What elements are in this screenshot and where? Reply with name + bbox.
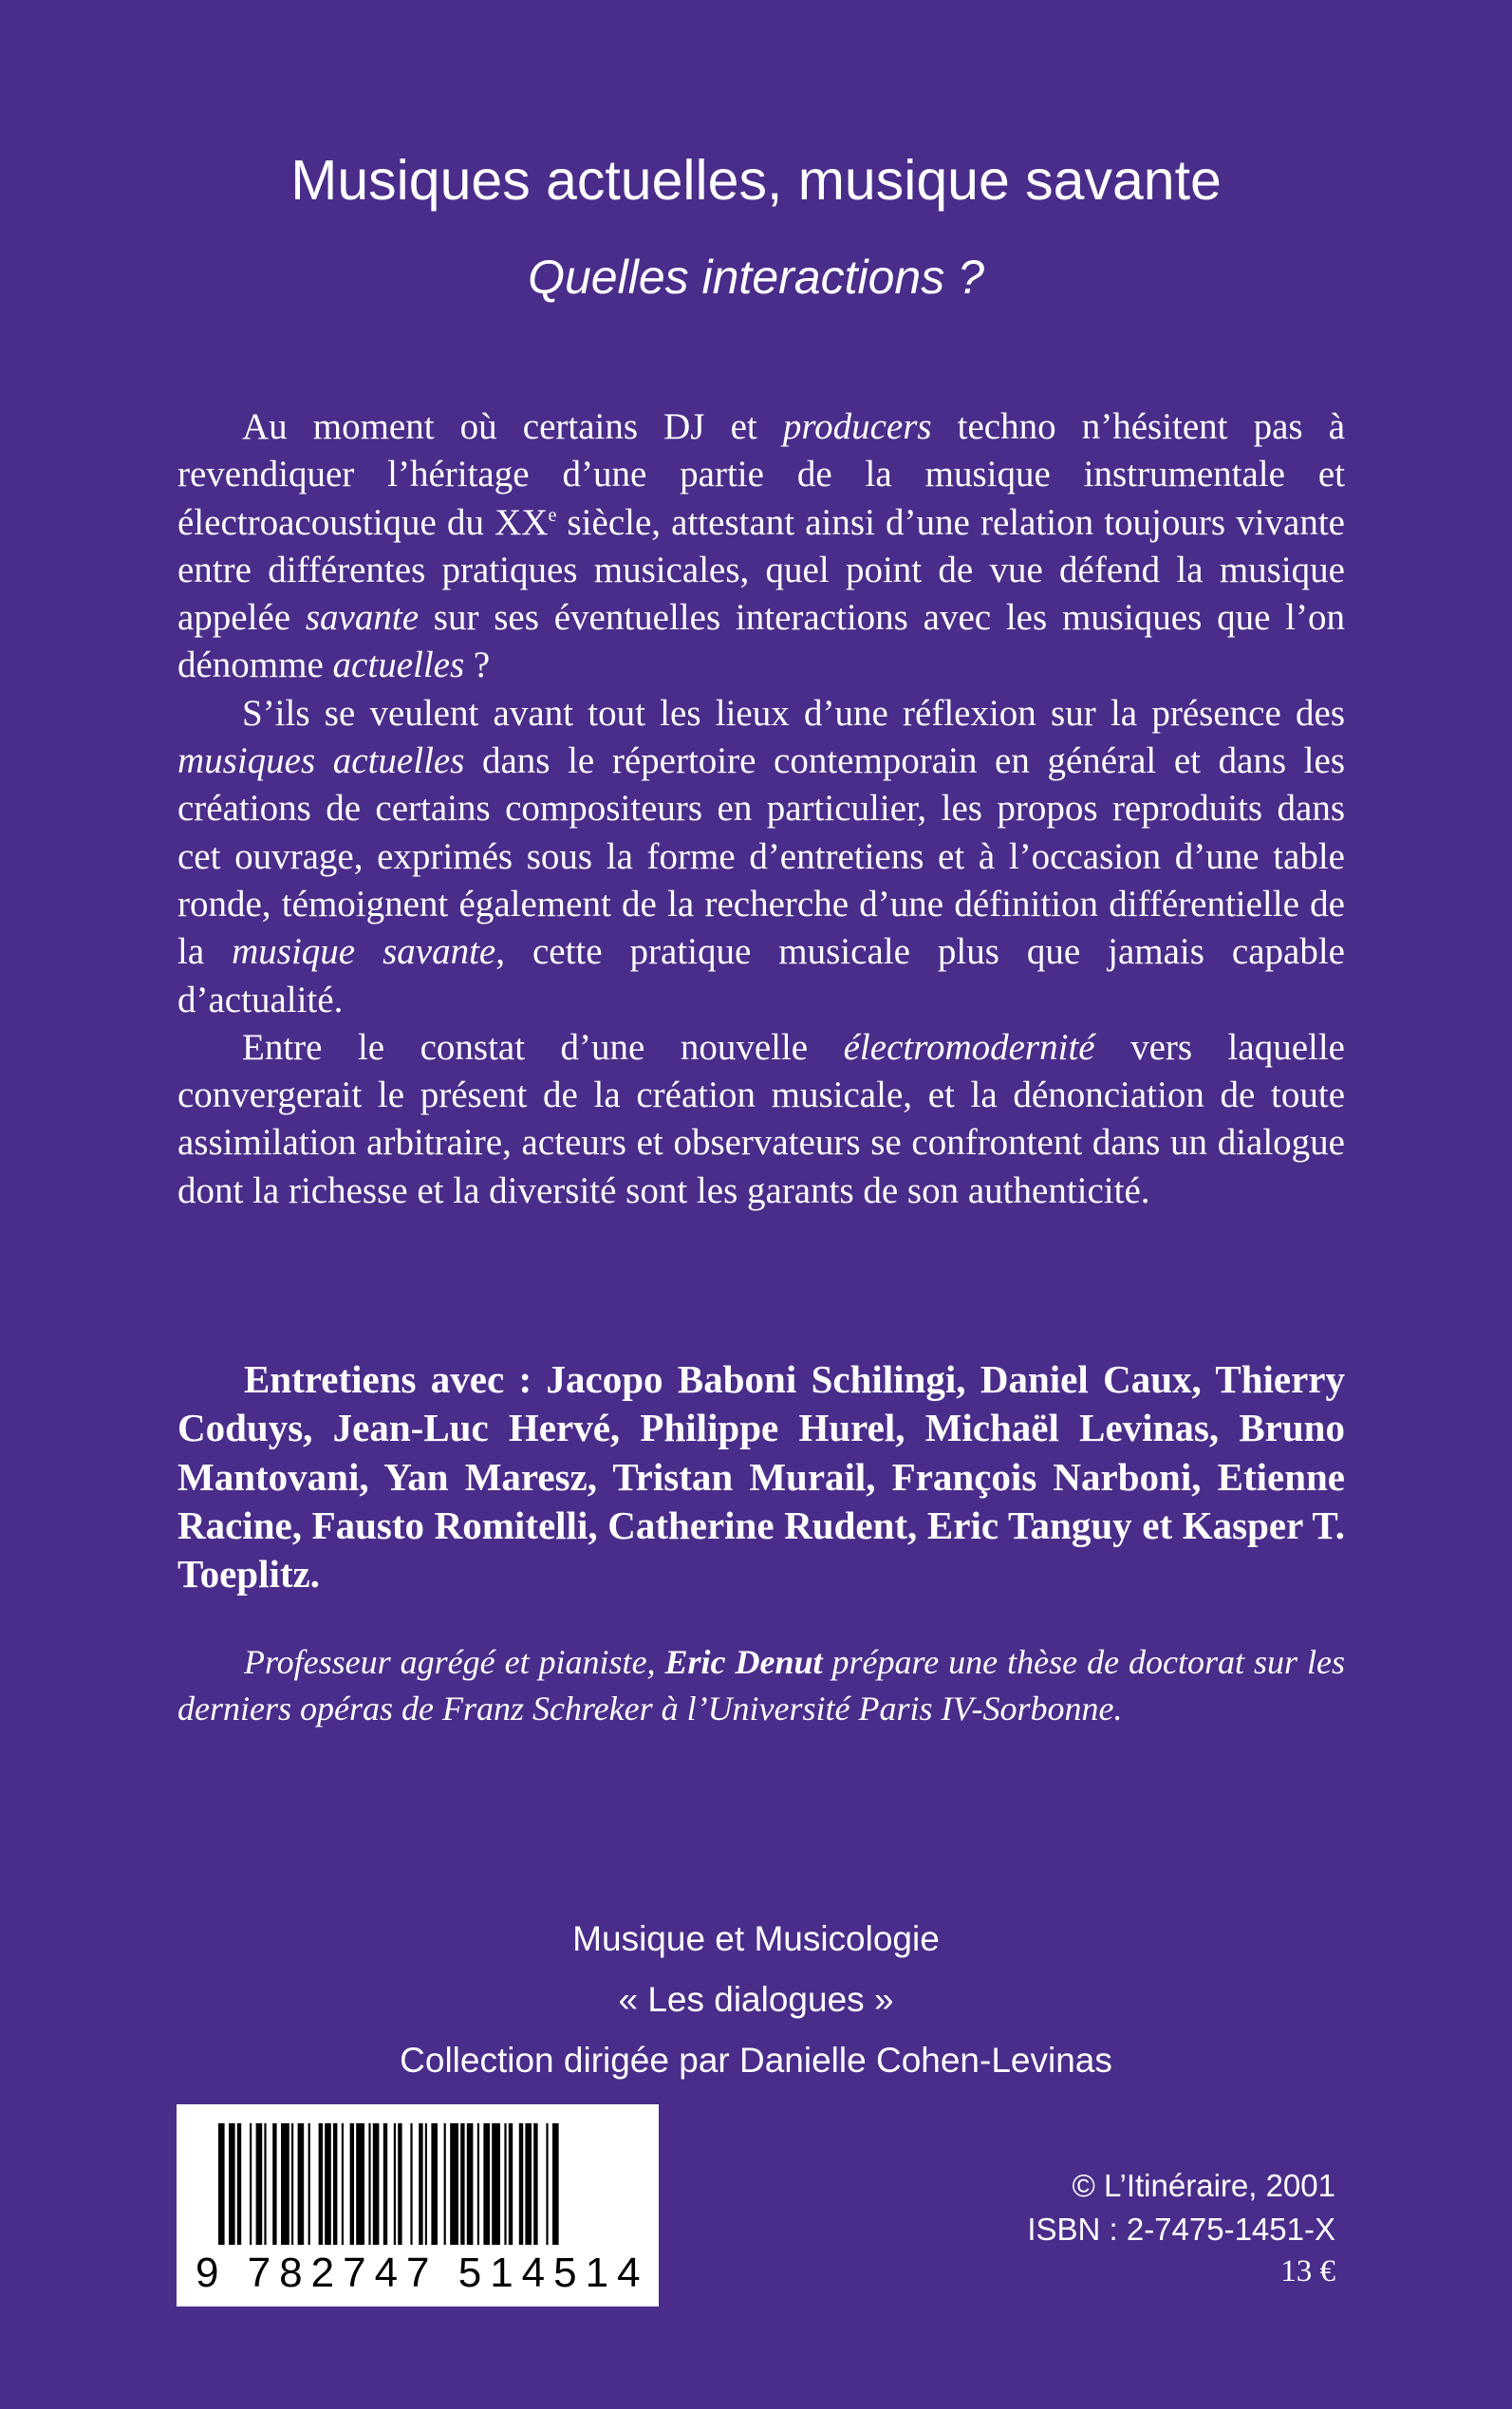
collection-subseries: « Les dialogues » [618,1980,894,2019]
barcode-bar [509,2123,513,2245]
barcode-bar [492,2123,500,2245]
barcode-bar [525,2123,532,2245]
blurb-paragraph-2: S’ils se veulent avant tout les lieux d’une réflexion sur la présence des musiques actuelles dans le répertoire contemporain en général et dans les créations de certains compositeurs en particulier, les propos reproduits dans cet ouvrage, exprimés sous la forme d’entretiens et à l’occasion d’une table ronde, témoignent également de la recherche d’une définition différentielle de la musique savante, cette pratique musicale plus que jamais capable d’actualité. [177,692,1345,1020]
author-bio: Professeur agrégé et pianiste, Eric Denut prépare une thèse de doctorat sur les derniers opéras de Franz Schreker à l’Université Paris IV-Sorbonne. [177,1643,1345,1727]
barcode-bar [519,2123,523,2245]
barcode-bar [460,2123,464,2245]
barcode-bar [256,2123,263,2245]
blurb-paragraph-1: Au moment où certains DJ et producers techno n’hésitent pas à revendiquer l’héritage d’une partie de la musique instrumentale et électroacoustique du XXe siècle, attestant ainsi d’une relation toujours vivante entre différentes pratiques musicales, quel point de vue défend la musique appelée savante sur ses éventuelles interactions avec les musiques que l’on dénomme actuelles ? [177,406,1346,686]
barcode-bar [250,2123,252,2245]
barcode [177,2104,659,2306]
barcode-digits: 9 782747 514514 [196,2250,649,2296]
barcode-bar [308,2123,310,2245]
barcode-bar [229,2123,235,2245]
barcode-bar [281,2123,289,2245]
author-name: Eric Denut [664,1643,823,1681]
blurb [177,403,1345,1215]
barcode-bar [350,2123,354,2245]
barcode-bar [291,2123,293,2245]
barcode-bar [342,2123,344,2245]
barcode-bar [483,2123,490,2245]
collection-director: Collection dirigée par Danielle Cohen-Levinas [400,2041,1112,2080]
barcode-bar [467,2123,474,2245]
barcode-bar [325,2123,331,2245]
barcode-bar [298,2123,305,2245]
blurb-paragraph-3: Entre le constat d’une nouvelle électromodernité vers laquelle convergerait le présent de la création musicale, et la dénonciation de toute assimilation arbitraire, acteurs et observateurs se confrontent dans un dialogue dont la richesse et la diversité sont les garants de son authenticité. [177,1026,1345,1211]
barcode-bar [477,2123,479,2245]
barcode-bar [264,2123,266,2245]
barcode-bar [218,2123,225,2245]
price: 13 € [1280,2254,1335,2288]
barcode-bar [368,2123,370,2245]
barcode-bar [394,2123,396,2245]
barcode-bar [419,2123,422,2245]
barcode-bar [356,2123,364,2245]
barcode-bar [383,2123,387,2245]
copyright: © L’Itinéraire, 2001 [1072,2168,1335,2203]
collection-info [0,1909,1512,2091]
barcode-bar [398,2123,401,2245]
barcode-bar [410,2123,412,2245]
barcode-bar [373,2123,380,2245]
barcode-bar [533,2123,537,2245]
barcode-bar [272,2123,276,2245]
barcode-bar [333,2123,337,2245]
isbn: ISBN : 2-7475-1451-X [1027,2212,1335,2247]
interviews-list: Entretiens avec : Jacopo Baboni Schilingi, Daniel Caux, Thierry Coduys, Jean-Luc Hervé, Philippe Hurel, Michaël Levinas, Bruno Mantovani, Yan Maresz, Tristan Murail, François Narboni, Etienne Racine, Fausto Romitelli, Catherine Rudent, Eric Tanguy et Kasper T. Toeplitz. [177,1357,1345,1597]
barcode-bar [319,2123,323,2245]
imprint [1027,2164,1335,2251]
barcode-bar [546,2123,548,2245]
barcode-bar [504,2123,506,2245]
book-subtitle: Quelles interactions ? [528,251,984,304]
barcode-bar [425,2123,427,2245]
barcode-bar [237,2123,241,2245]
barcode-bar [552,2123,559,2245]
barcode-bar [431,2123,438,2245]
barcode-bar [450,2123,458,2245]
barcode-bar [444,2123,446,2245]
book-title: Musiques actuelles, musique savante [290,149,1222,212]
collection-series: Musique et Musicologie [572,1919,940,1958]
